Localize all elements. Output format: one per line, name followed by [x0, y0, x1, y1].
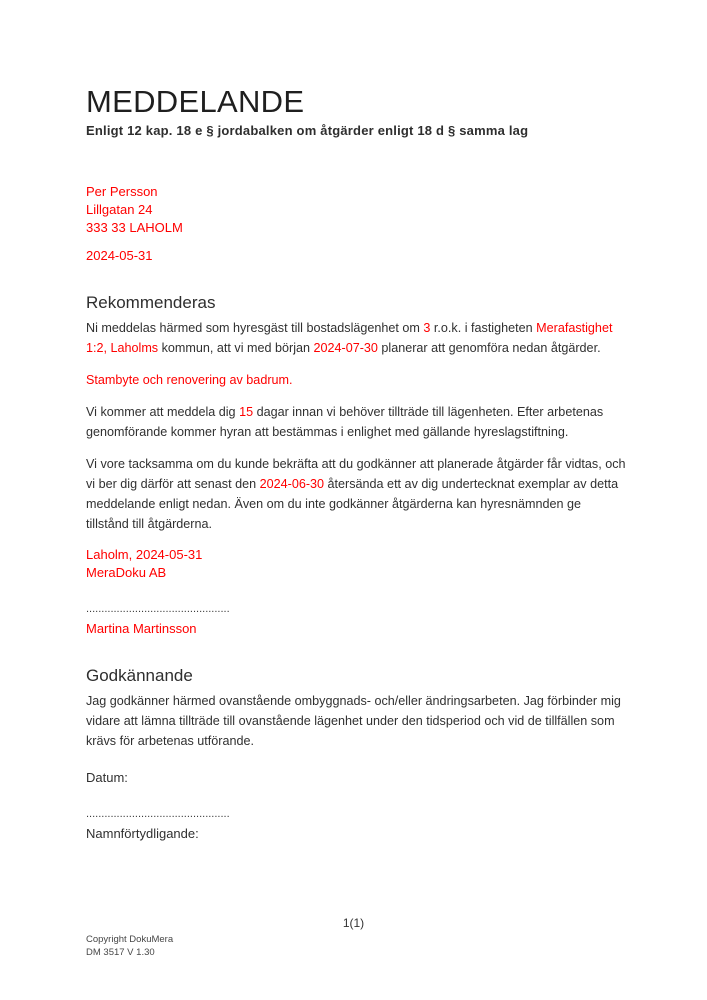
- recipient-street: Lillgatan 24: [86, 202, 153, 217]
- document-id-line: DM 3517 V 1.30: [86, 946, 155, 958]
- signature-name: Martina Martinsson: [86, 621, 197, 636]
- signature-company: MeraDoku AB: [86, 565, 167, 580]
- section-heading-rekommenderas: Rekommenderas: [86, 293, 216, 312]
- document-date: 2024-05-31: [86, 248, 153, 263]
- planned-measures-line: Stambyte och renovering av badrum.: [86, 373, 293, 387]
- signature-place-date: Laholm, 2024-05-31: [86, 547, 203, 562]
- paragraph-confirmation-request: Vi vore tacksamma om du kunde bekräfta att du godkänner att planerade åtgärder får vidtas, och vi ber dig därför att senast den 2024-06-30 återsända ett av dig undertecknat exemplar av detta meddelande enligt nedan. Även om du inte godkänner åtgärderna kan hyresnämnden ge tillstånd till åtgärderna.: [86, 457, 626, 531]
- landlord-signature-dotted-line: ...............................................: [86, 603, 230, 615]
- paragraph-notification: Ni meddelas härmed som hyresgäst till bostadslägenhet om 3 r.o.k. i fastigheten Merafastighet 1:2, Laholms kommun, att vi med början 2024-07-30 planerar att genomföra nedan åtgärder.: [86, 321, 613, 355]
- paragraph-access-notice: Vi kommer att meddela dig 15 dagar innan vi behöver tillträde till lägenheten. Efter arbetenas genomförande kommer hyran att bestämmas i enlighet med gällande hyreslagstiftning.: [86, 405, 604, 439]
- page-number: 1(1): [342, 916, 365, 930]
- signature-block: [86, 546, 626, 582]
- datum-label: Datum:: [86, 770, 128, 785]
- name-clarification-label: Namnförtydligande:: [86, 826, 199, 841]
- recipient-postal-city: 333 33 LAHOLM: [86, 220, 183, 235]
- footer-copyright-block: [86, 934, 173, 959]
- document-subtitle: Enligt 12 kap. 18 e § jordabalken om åtgärder enligt 18 d § samma lag: [86, 123, 529, 138]
- tenant-signature-dotted-line: ...............................................: [86, 808, 230, 820]
- document-title: MEDDELANDE: [86, 84, 305, 119]
- recipient-name: Per Persson: [86, 184, 158, 199]
- paragraph-approval: Jag godkänner härmed ovanstående ombyggnads- och/eller ändringsarbeten. Jag förbinder mig vidare att lämna tillträde till ovanstående lägenhet under den tidsperiod och vid de tillfällen som krävs för arbetenas utförande.: [86, 694, 621, 748]
- recipient-address-block: [86, 183, 626, 237]
- section-heading-godkannande: Godkännande: [86, 666, 193, 685]
- copyright-line: Copyright DokuMera: [86, 934, 174, 945]
